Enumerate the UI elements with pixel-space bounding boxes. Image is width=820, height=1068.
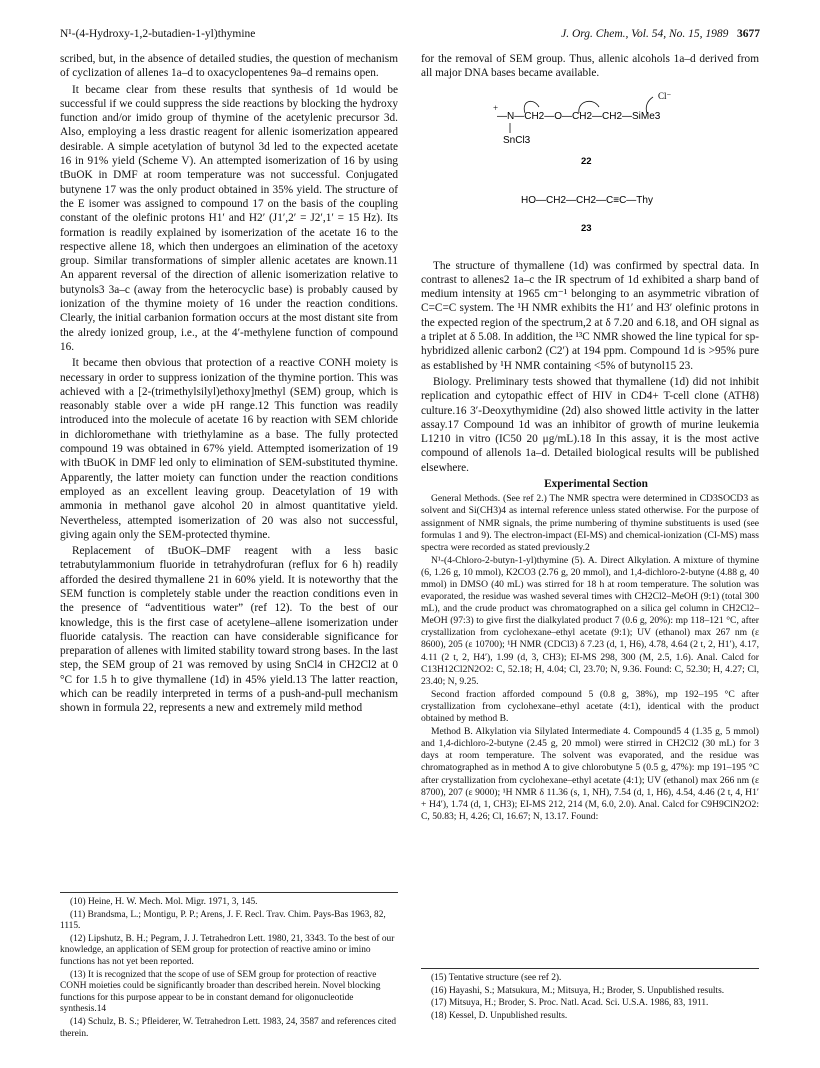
running-header (60, 28, 760, 44)
right-paragraph-6: Second fraction afforded compound 5 (0.8 g, 38%), mp 192–195 °C after crystallization from cyclohexane–ethyl acetate (4:1), identical with the product obtained by method B. (421, 688, 759, 725)
footnote-10: (10) Heine, H. W. Mech. Mol. Migr. 1971, 3, 145. (70, 897, 258, 907)
footnote-17: (17) Mitsuya, H.; Broder, S. Proc. Natl. Acad. Sci. U.S.A. 1986, 83, 1911. (431, 998, 709, 1009)
footnotes-left (60, 892, 398, 1041)
left-paragraph-4: Replacement of tBuOK–DMF reagent with a less basic tetrabutylammonium fluoride in tetrahydrofuran (reflux for 6 h) readily afforded the desired thymallene 21 in 60% yield. It is noteworthy that the SEM function is completely stable under the reaction conditions even in the presence of “adventitious water” (ref 12). To the best of our knowledge, this is the first case of acetylene–allene isomerization under fluoride catalysis. The reaction can have considerable significance for preparation of allenes with limited stability toward strong bases. In the last step, the SEM group of 21 was removed by using SnCl4 in CH2Cl2 at 0 °C for 1.5 h to give thymallene (1d) in 45% yield.13 The latter reaction, which can be readily interpreted in terms of a push-and-pull mechanism shown in formula 22, represents a new and extremely mild method (60, 545, 398, 715)
formula-23-text: HO—CH2—CH2—C≡C—Thy (521, 194, 653, 206)
journal-citation: J. Org. Chem., Vol. 54, No. 15, 1989 (561, 28, 729, 40)
footnote-12: (12) Lipshutz, B. H.; Pegram, J. J. Tetrahedron Lett. 1980, 21, 3343. To the best of our knowledge, an application of SEM group for protection of reactive amino or imino functions has not yet been reported. (60, 933, 395, 967)
left-paragraph-3: It became then obvious that protection of a reactive CONH moiety is necessary in order to suppress ionization of the thymine portion. This was achieved with a [2-(trimethylsilyl)ethoxy]methyl (SEM) group, which is reasonably stable over a wide pH range.12 This function was readily introduced into the molecule of acetate 16 by reaction with SEM chloride in dichloromethane with triethylamine as a base. The fully protected compound 19 was obtained in 67% yield. Attempted isomerization of 19 with tBuOK in DMF led only to elimination of SEM-substituted thymine. Apparently, the latter moiety can function under the reaction conditions employed as an excellent leaving group. Deacetylation of 19 with ammonia in methanol gave alcohol 20 in almost quantitative yield. Nevertheless, attempted isomerization of 20 was also not successful, giving again only the SEM-protected thymine. (60, 357, 398, 541)
header-title: N¹-(4-Hydroxy-1,2-butadien-1-yl)thymine (60, 28, 256, 40)
sncl-label: SnCl3 (503, 134, 531, 146)
compound-22-label: 22 (581, 155, 592, 167)
right-column (421, 52, 759, 824)
right-paragraph-3: Biology. Preliminary tests showed that thymallene (1d) did not inhibit replication and cytopathic effect of HIV in CD4+ T-cell clone (ATH8) culture.16 3′-Deoxythymidine (2d) also showed little activity in the latter assay.17 Compound 1d was an inhibitor of growth of murine leukemia L1210 in vitro (IC50 20 μg/mL).18 In this assay, it is the most active compound of allenols 1a–d. Detailed biological results will be published elsewhere. (421, 375, 759, 474)
left-paragraph-1: scribed, but, in the absence of detailed studies, the question of mechanism of cyclization of allenes 1a–d to oxacyclopentenes 9a–d remains open. (60, 53, 398, 80)
left-column (60, 52, 398, 718)
footnote-15: (15) Tentative structure (see ref 2). (431, 973, 562, 983)
footnote-16: (16) Hayashi, S.; Matsukura, M.; Mitsuya, H.; Broder, S. Unpublished results. (431, 985, 725, 996)
footnote-18: (18) Kessel, D. Unpublished results. (431, 1010, 568, 1021)
footnotes-right (421, 968, 759, 1023)
formula-scheme (421, 83, 759, 253)
formula-drawing (421, 83, 759, 253)
plus-sign: + (493, 102, 499, 113)
right-paragraph-2: The structure of thymallene (1d) was confirmed by spectral data. In contrast to allenes2 1a–c the IR spectrum of 1d exhibited a sharp band of medium intensity at 1965 cm⁻¹ belonging to an asymmetric vibration of C=C=C system. The ¹H NMR exhibits the H1′ and H3′ olefinic protons in the expected region of the spectrum,2 at δ 7.20 and 6.18, and OH signal as a triplet at δ 5.08. In addition, the ¹³C NMR showed the line typical for sp-hybridized allenic carbon2 (C2′) at 194 ppm. Compound 1d is >95% pure as established by ¹H NMR containing <5% of butynol15 23. (421, 259, 759, 372)
compound-23-label: 23 (581, 222, 592, 234)
chloride-label: Cl⁻ (658, 90, 672, 101)
footnote-14: (14) Schulz, B. S.; Pfleiderer, W. Tetrahedron Lett. 1983, 24, 3587 and references cited therein. (60, 1016, 397, 1039)
header-journal (561, 28, 760, 40)
right-paragraph-7: Method B. Alkylation via Silylated Intermediate 4. Compound5 4 (1.35 g, 5 mmol) and 1,4-dichloro-2-butyne (2.45 g, 20 mmol) were stirred in CH2Cl2 (30 mL) for 3 days at room temperature. The solvent was evaporated, and the residue was chromatographed as in method A to give chlorobutyne 5 (0.5 g, 47%): mp 191–195 °C after crystallization from cyclohexane–ethyl acetate (4:1); UV (ethanol) max 266 nm (ε 8700), 207 (ε 9000); ¹H NMR δ 11.36 (s, 1, NH), 7.54 (d, 1, H6), 4.54, 4.46 (2 t, 4, H1′ + H4′), 1.74 (d, 1, CH3); EI-MS 212, 214 (M, 6.0, 2.0). Anal. Calcd for C9H9ClN2O2: C, 50.83; H, 4.26; Cl, 16.67; N, 13.17. Found: (421, 726, 759, 822)
experimental-text (421, 493, 759, 823)
footnote-11: (11) Brandsma, L.; Montigu, P. P.; Arens, J. F. Recl. Trav. Chim. Pays-Bas 1963, 82, 1115. (60, 909, 386, 932)
right-paragraph-1: for the removal of SEM group. Thus, allenic alcohols 1a–d derived from all major DNA bases became available. (421, 53, 759, 80)
footnote-13: (13) It is recognized that the scope of use of SEM group for protection of reactive CONH moieties could be significantly broader than described herein. Novel blocking functions for this purpose appear to be in constant demand for oligonucleotide synthesis.14 (60, 969, 381, 1015)
left-paragraph-2: It became clear from these results that synthesis of 1d would be successful if we could suppress the side reactions by blocking the hydroxy function and/or imido group of thymine of the acetylenic precursor 3d. Also, employing a less drastic reagent for allenic isomerization appeared desirable. A simple acetylation of butynol 3d led to the expected acetate 16 in 91% yield (Scheme V). An attempted isomerization of 16 by using tBuOK in DMF at room temperature was not successful. Conjugated butynene 17 was the only product obtained in 35% yield. The structure of the E isomer was assigned to compound 17 on the basis of the coupling constant of the olefinic protons H1′ and H2′ (J1′,2′ = J2′,1′ = 15 Hz). Its formation is readily explained by isomerization of the acetate 16 to the respective allene 18, which then undergoes an elimination of the acetoxy group. Similar transformations of simpler allenic acetates are known.11 An apparent reversal of the direction of allenic isomerization relative to butynols3 3a–c (away from the heterocyclic base) is probably caused by ionization of the thymine moiety of 16 under the reaction conditions. Clearly, the initial carbanion formation occurs at the most distant site from the alredy ionized group, i.e., at the 4′-methylene function of compound 16. (60, 83, 398, 353)
right-paragraph-4: General Methods. (See ref 2.) The NMR spectra were determined in CD3SOCD3 as solvent and Si(CH3)4 as internal reference unless stated otherwise. For the purpose of assignment of NMR signals, the prime numbering of thymine substituents is used (see formulas 1 and 9). The electron-impact (EI-MS) and chemical-ionization (CI-MS) mass spectra were recorded as stated previously.2 (421, 493, 759, 553)
section-title: Experimental Section (544, 478, 648, 491)
right-paragraph-5: N¹-(4-Chloro-2-butyn-1-yl)thymine (5). A. Direct Alkylation. A mixture of thymine (6, 1.26 g, 10 mmol), K2CO3 (2.76 g, 20 mmol), and 1,4-dichloro-2-butyne (4.88 g, 40 mmol) in DMSO (40 mL) was stirred for 18 h at room temperature. The solution was evaporated, the residue was washed several times with CH2Cl2–MeOH (9:1) (total 300 mL), and the crude product was chromatographed on a silica gel column in CH2Cl2–MeOH (97:3) to give first the dialkylated product 7 (0.6 g, 20%): mp 118–121 °C, after crystallization from cyclohexane–ethyl acetate (9:1); UV (ethanol) max 267 nm (ε 8600), 205 (ε 10700); ¹H NMR (CDCl3) δ 7.23 (d, 1, H6), 4.78, 4.64 (2 t, 2, H1′), 4.17, 4.11 (2 t, 2, H4′), 1.99 (d, 3, CH3); EI-MS 298, 300 (M, 2.5, 1.6). Anal. Calcd for C13H12Cl2N2O2: C, 52.18; H, 4.04; Cl, 23.70; N, 9.36. Found: C, 52.30; H, 4.27; Cl, 23.40; N, 9.25. (421, 554, 759, 687)
formula-22-text: —N—CH2—O—CH2—CH2—SiMe3 (497, 110, 661, 122)
page-number: 3677 (737, 28, 760, 40)
